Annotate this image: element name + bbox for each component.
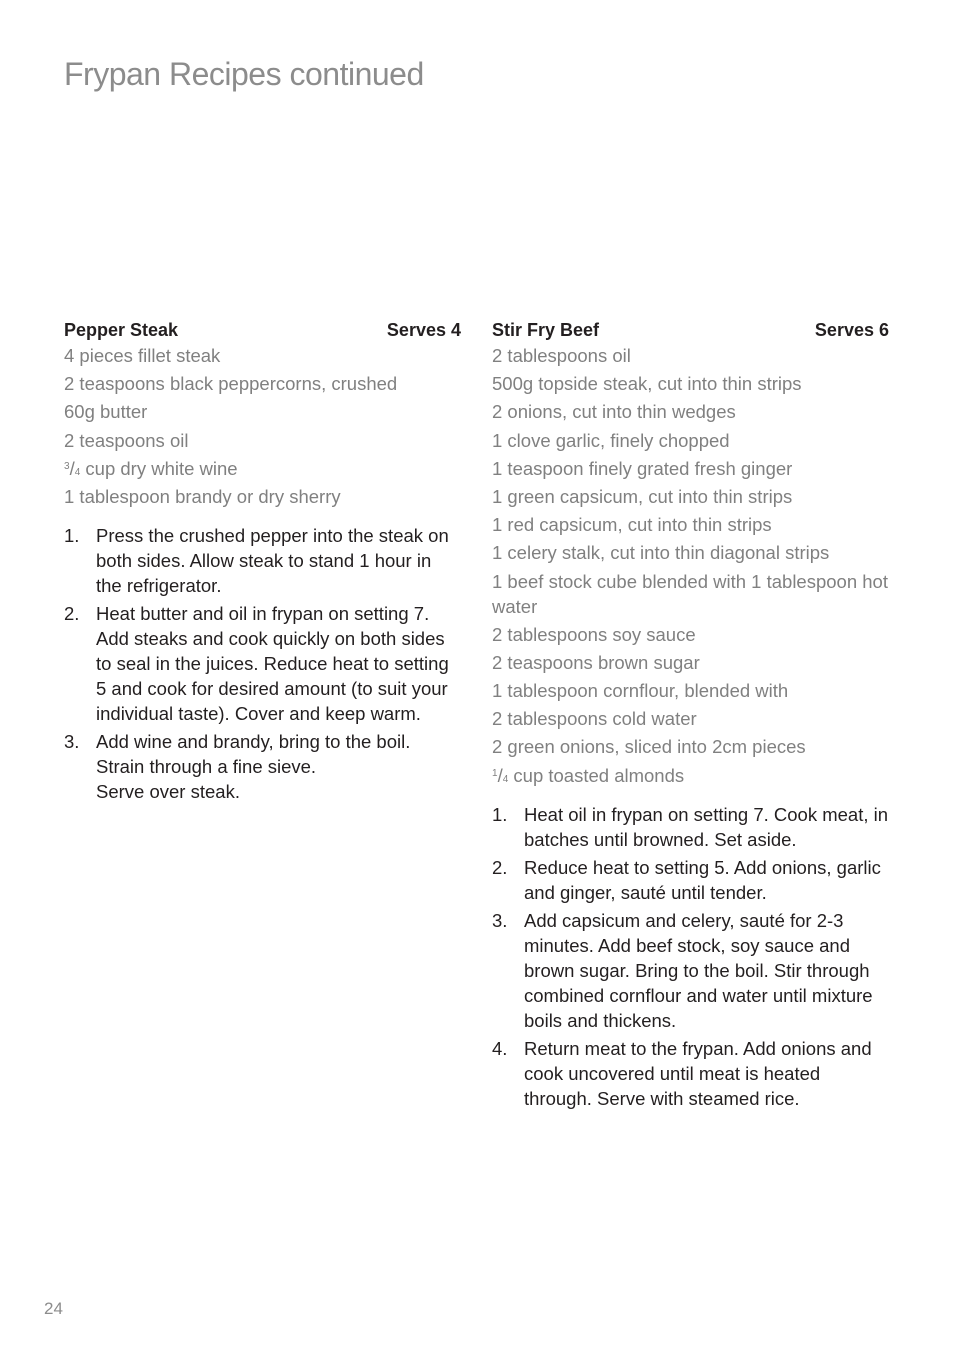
method-step xyxy=(492,908,889,1033)
method-step xyxy=(492,1036,889,1111)
ingredient-item: 2 tablespoons soy sauce xyxy=(492,623,696,645)
method-step xyxy=(64,601,461,726)
ingredient-item: 1 teaspoon finely grated fresh ginger xyxy=(492,457,793,479)
ingredient-item: 1 tablespoon cornflour, blended with xyxy=(492,680,789,702)
ingredient-item: 1 red capsicum, cut into thin strips xyxy=(492,514,772,536)
ingredients-list xyxy=(492,343,889,788)
method-step xyxy=(64,523,461,598)
recipe-title: Stir Fry Beef xyxy=(492,320,600,340)
method-step xyxy=(492,802,889,852)
method-step xyxy=(492,855,889,905)
ingredients-list xyxy=(64,343,461,509)
ingredient-item: 4 pieces fillet steak xyxy=(64,345,221,366)
step-number: 3. xyxy=(64,731,80,753)
ingredient-item: 2 green onions, sliced into 2cm pieces xyxy=(492,736,806,758)
ingredient-item: 2 teaspoons black peppercorns, crushed xyxy=(64,373,398,395)
step-text: Heat butter and oil in frypan on setting 7. Add steaks and cook quickly on both sides to seal in the juices. Reduce heat to setting 5 and cook for desired amount (to suit your individual taste). Cover and keep warm. xyxy=(96,603,449,725)
recipe-header xyxy=(64,317,461,343)
step-text: Press the crushed pepper into the steak on both sides. Allow steak to stand 1 hour in the refrigerator. xyxy=(96,524,449,596)
ingredient-item: 2 teaspoons oil xyxy=(64,429,189,451)
step-text: Reduce heat to setting 5. Add onions, garlic and ginger, sauté until tender. xyxy=(524,856,881,903)
fraction: $^3$/4 xyxy=(64,457,81,479)
ingredient-item: 2 tablespoons oil xyxy=(492,345,631,366)
serves-label: Serves 4 xyxy=(386,320,461,340)
step-number: 2. xyxy=(64,603,80,625)
ingredient-item: 1 beef stock cube blended with 1 tablespoon hot water xyxy=(492,570,888,617)
recipe-stir-fry-beef xyxy=(492,317,889,1114)
step-number: 2. xyxy=(492,856,508,878)
ingredient-item: 2 onions, cut into thin wedges xyxy=(492,401,736,423)
step-text: Add wine and brandy, bring to the boil. Strain through a fine sieve. xyxy=(96,731,411,778)
fraction-denominator: 4 xyxy=(74,466,81,478)
fraction-numerator: 3 xyxy=(64,460,70,472)
ingredient-item: 1 tablespoon brandy or dry sherry xyxy=(64,485,341,507)
recipe-title: Pepper Steak xyxy=(64,320,179,340)
ingredient-item: 1 clove garlic, finely chopped xyxy=(492,429,730,451)
ingredient-item: 1 green capsicum, cut into thin strips xyxy=(492,485,793,507)
recipe-header xyxy=(492,317,889,343)
ingredient-item xyxy=(64,456,461,481)
ingredient-item: 2 tablespoons cold water xyxy=(492,708,697,730)
ingredient-text: cup dry white wine xyxy=(80,457,238,479)
ingredient-item: 500g topside steak, cut into thin strips xyxy=(492,373,802,395)
step-number: 1. xyxy=(64,524,80,546)
page-title: Frypan Recipes continued xyxy=(64,56,424,92)
step-text-continued: Serve over steak. xyxy=(96,781,240,803)
step-text: Return meat to the frypan. Add onions and cook uncovered until meat is heated through. Serve with steamed rice. xyxy=(524,1038,872,1110)
step-text: Heat oil in frypan on setting 7. Cook meat, in batches until browned. Set aside. xyxy=(524,803,889,850)
step-number: 4. xyxy=(492,1038,508,1060)
step-number: 3. xyxy=(492,910,508,931)
method-step xyxy=(64,729,461,804)
fraction-numerator: 1 xyxy=(492,767,498,779)
method-list xyxy=(492,802,889,1112)
ingredient-item: 2 teaspoons brown sugar xyxy=(492,651,700,673)
ingredient-text: cup toasted almonds xyxy=(508,764,685,786)
fraction-denominator: 4 xyxy=(502,773,509,785)
fraction: $^1$/4 xyxy=(492,764,509,786)
step-number: 1. xyxy=(492,803,508,825)
recipe-pepper-steak xyxy=(64,317,461,808)
method-list xyxy=(64,523,461,804)
step-text: Add capsicum and celery, sauté for 2-3 minutes. Add beef stock, soy sauce and brown sugar. Bring to the boil. Stir through combined cornflour and water until mixture boils and thickens. xyxy=(524,910,873,1031)
serves-label: Serves 6 xyxy=(814,320,889,340)
page-number: 24 xyxy=(44,1299,63,1318)
ingredient-item xyxy=(492,763,889,788)
ingredient-item: 1 celery stalk, cut into thin diagonal strips xyxy=(492,542,830,564)
ingredient-item: 60g butter xyxy=(64,401,148,423)
